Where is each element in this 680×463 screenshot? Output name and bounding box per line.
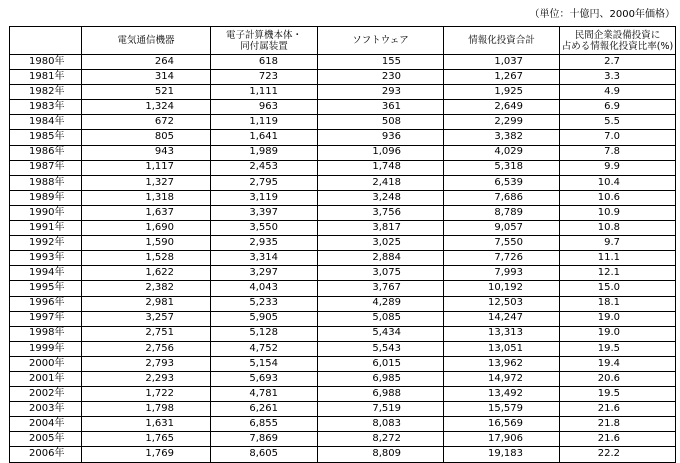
cell-year: 1985年 xyxy=(10,130,82,145)
cell-software: 3,756 xyxy=(318,205,444,220)
table-row xyxy=(10,236,676,251)
cell-computers: 5,693 xyxy=(211,371,318,386)
cell-telecom-equipment: 1,590 xyxy=(82,236,211,251)
cell-it-investment-ratio: 11.1 xyxy=(560,251,676,266)
cell-computers: 4,752 xyxy=(211,341,318,356)
cell-total-it-investment: 13,313 xyxy=(444,326,560,341)
cell-it-investment-ratio: 6.9 xyxy=(560,100,676,115)
cell-total-it-investment: 7,686 xyxy=(444,190,560,205)
cell-telecom-equipment: 805 xyxy=(82,130,211,145)
cell-year: 2005年 xyxy=(10,432,82,447)
cell-computers: 1,119 xyxy=(211,115,318,130)
cell-it-investment-ratio: 21.8 xyxy=(560,417,676,432)
table-row xyxy=(10,432,676,447)
cell-total-it-investment: 19,183 xyxy=(444,447,560,462)
table-row xyxy=(10,85,676,100)
cell-computers: 4,781 xyxy=(211,387,318,402)
header-total-it-investment: 情報化投資合計 xyxy=(444,27,560,55)
table-row xyxy=(10,190,676,205)
cell-it-investment-ratio: 20.6 xyxy=(560,371,676,386)
table-row xyxy=(10,266,676,281)
cell-software: 155 xyxy=(318,55,444,70)
cell-telecom-equipment: 1,528 xyxy=(82,251,211,266)
cell-total-it-investment: 14,247 xyxy=(444,311,560,326)
cell-it-investment-ratio: 2.7 xyxy=(560,55,676,70)
cell-year: 1991年 xyxy=(10,221,82,236)
cell-telecom-equipment: 2,382 xyxy=(82,281,211,296)
cell-it-investment-ratio: 7.8 xyxy=(560,145,676,160)
cell-total-it-investment: 10,192 xyxy=(444,281,560,296)
table-row xyxy=(10,251,676,266)
cell-telecom-equipment: 1,327 xyxy=(82,175,211,190)
cell-telecom-equipment: 1,637 xyxy=(82,205,211,220)
cell-year: 1997年 xyxy=(10,311,82,326)
cell-computers: 5,905 xyxy=(211,311,318,326)
cell-total-it-investment: 17,906 xyxy=(444,432,560,447)
cell-telecom-equipment: 1,765 xyxy=(82,432,211,447)
cell-computers: 3,397 xyxy=(211,205,318,220)
cell-computers: 5,233 xyxy=(211,296,318,311)
cell-telecom-equipment: 943 xyxy=(82,145,211,160)
cell-it-investment-ratio: 9.7 xyxy=(560,236,676,251)
cell-computers: 5,128 xyxy=(211,326,318,341)
cell-software: 6,985 xyxy=(318,371,444,386)
header-year xyxy=(10,27,82,55)
header-computers: 電子計算機本体・ 同付属装置 xyxy=(211,27,318,55)
cell-software: 2,418 xyxy=(318,175,444,190)
table-header xyxy=(10,27,676,55)
cell-it-investment-ratio: 10.4 xyxy=(560,175,676,190)
header-row xyxy=(10,27,676,55)
table-row xyxy=(10,130,676,145)
cell-computers: 6,855 xyxy=(211,417,318,432)
cell-software: 3,767 xyxy=(318,281,444,296)
header-it-investment-ratio: 民間企業設備投資に 占める情報化投資比率(%) xyxy=(560,27,676,55)
cell-computers: 1,111 xyxy=(211,85,318,100)
cell-year: 1992年 xyxy=(10,236,82,251)
cell-telecom-equipment: 2,793 xyxy=(82,356,211,371)
cell-telecom-equipment: 1,117 xyxy=(82,160,211,175)
cell-year: 1994年 xyxy=(10,266,82,281)
cell-software: 3,248 xyxy=(318,190,444,205)
cell-year: 2001年 xyxy=(10,371,82,386)
cell-year: 2006年 xyxy=(10,447,82,462)
cell-total-it-investment: 1,037 xyxy=(444,55,560,70)
cell-software: 6,988 xyxy=(318,387,444,402)
cell-it-investment-ratio: 19.4 xyxy=(560,356,676,371)
table-row xyxy=(10,296,676,311)
cell-it-investment-ratio: 4.9 xyxy=(560,85,676,100)
cell-total-it-investment: 4,029 xyxy=(444,145,560,160)
cell-computers: 3,119 xyxy=(211,190,318,205)
cell-total-it-investment: 9,057 xyxy=(444,221,560,236)
table-row xyxy=(10,311,676,326)
table-row xyxy=(10,221,676,236)
cell-telecom-equipment: 3,257 xyxy=(82,311,211,326)
cell-total-it-investment: 15,579 xyxy=(444,402,560,417)
cell-total-it-investment: 13,051 xyxy=(444,341,560,356)
cell-computers: 2,795 xyxy=(211,175,318,190)
cell-it-investment-ratio: 19.0 xyxy=(560,326,676,341)
cell-computers: 6,261 xyxy=(211,402,318,417)
cell-total-it-investment: 3,382 xyxy=(444,130,560,145)
cell-it-investment-ratio: 3.3 xyxy=(560,70,676,85)
table-row xyxy=(10,341,676,356)
cell-telecom-equipment: 2,756 xyxy=(82,341,211,356)
table-row xyxy=(10,281,676,296)
cell-year: 1982年 xyxy=(10,85,82,100)
table-row xyxy=(10,115,676,130)
cell-telecom-equipment: 1,318 xyxy=(82,190,211,205)
cell-software: 8,272 xyxy=(318,432,444,447)
cell-software: 508 xyxy=(318,115,444,130)
cell-year: 1990年 xyxy=(10,205,82,220)
header-telecom-equipment: 電気通信機器 xyxy=(82,27,211,55)
cell-total-it-investment: 13,492 xyxy=(444,387,560,402)
cell-total-it-investment: 12,503 xyxy=(444,296,560,311)
cell-telecom-equipment: 2,751 xyxy=(82,326,211,341)
cell-software: 3,075 xyxy=(318,266,444,281)
cell-telecom-equipment: 672 xyxy=(82,115,211,130)
cell-it-investment-ratio: 10.9 xyxy=(560,205,676,220)
cell-software: 361 xyxy=(318,100,444,115)
cell-it-investment-ratio: 10.6 xyxy=(560,190,676,205)
cell-computers: 3,314 xyxy=(211,251,318,266)
cell-computers: 2,453 xyxy=(211,160,318,175)
cell-total-it-investment: 7,993 xyxy=(444,266,560,281)
cell-it-investment-ratio: 19.5 xyxy=(560,341,676,356)
cell-telecom-equipment: 314 xyxy=(82,70,211,85)
cell-computers: 963 xyxy=(211,100,318,115)
cell-computers: 3,297 xyxy=(211,266,318,281)
cell-computers: 2,935 xyxy=(211,236,318,251)
cell-it-investment-ratio: 9.9 xyxy=(560,160,676,175)
cell-it-investment-ratio: 21.6 xyxy=(560,432,676,447)
cell-year: 1996年 xyxy=(10,296,82,311)
cell-year: 1989年 xyxy=(10,190,82,205)
table-row xyxy=(10,387,676,402)
table-row xyxy=(10,145,676,160)
cell-it-investment-ratio: 22.2 xyxy=(560,447,676,462)
cell-it-investment-ratio: 19.5 xyxy=(560,387,676,402)
cell-software: 8,809 xyxy=(318,447,444,462)
table-row xyxy=(10,356,676,371)
cell-computers: 618 xyxy=(211,55,318,70)
cell-year: 2002年 xyxy=(10,387,82,402)
cell-software: 1,748 xyxy=(318,160,444,175)
cell-it-investment-ratio: 21.6 xyxy=(560,402,676,417)
cell-year: 1998年 xyxy=(10,326,82,341)
table-row xyxy=(10,55,676,70)
cell-software: 5,543 xyxy=(318,341,444,356)
cell-computers: 5,154 xyxy=(211,356,318,371)
cell-telecom-equipment: 1,324 xyxy=(82,100,211,115)
cell-year: 2003年 xyxy=(10,402,82,417)
cell-total-it-investment: 2,649 xyxy=(444,100,560,115)
cell-total-it-investment: 2,299 xyxy=(444,115,560,130)
table-row xyxy=(10,402,676,417)
cell-software: 5,434 xyxy=(318,326,444,341)
cell-year: 1995年 xyxy=(10,281,82,296)
cell-software: 6,015 xyxy=(318,356,444,371)
table-row xyxy=(10,100,676,115)
cell-year: 1983年 xyxy=(10,100,82,115)
cell-software: 5,085 xyxy=(318,311,444,326)
cell-software: 936 xyxy=(318,130,444,145)
cell-computers: 723 xyxy=(211,70,318,85)
cell-computers: 1,989 xyxy=(211,145,318,160)
table-row xyxy=(10,175,676,190)
table-row xyxy=(10,70,676,85)
cell-software: 7,519 xyxy=(318,402,444,417)
cell-total-it-investment: 7,550 xyxy=(444,236,560,251)
cell-total-it-investment: 1,267 xyxy=(444,70,560,85)
cell-software: 8,083 xyxy=(318,417,444,432)
cell-year: 1981年 xyxy=(10,70,82,85)
cell-software: 1,096 xyxy=(318,145,444,160)
cell-it-investment-ratio: 18.1 xyxy=(560,296,676,311)
cell-telecom-equipment: 1,798 xyxy=(82,402,211,417)
cell-it-investment-ratio: 5.5 xyxy=(560,115,676,130)
cell-telecom-equipment: 2,293 xyxy=(82,371,211,386)
table-row xyxy=(10,160,676,175)
cell-it-investment-ratio: 10.8 xyxy=(560,221,676,236)
cell-year: 1988年 xyxy=(10,175,82,190)
cell-year: 1999年 xyxy=(10,341,82,356)
cell-year: 2000年 xyxy=(10,356,82,371)
data-table xyxy=(9,26,676,463)
cell-telecom-equipment: 1,622 xyxy=(82,266,211,281)
cell-software: 3,025 xyxy=(318,236,444,251)
cell-total-it-investment: 8,789 xyxy=(444,205,560,220)
cell-total-it-investment: 14,972 xyxy=(444,371,560,386)
cell-total-it-investment: 13,962 xyxy=(444,356,560,371)
cell-year: 1987年 xyxy=(10,160,82,175)
cell-software: 293 xyxy=(318,85,444,100)
unit-note: （単位：十億円、2000年価格） xyxy=(529,9,675,20)
header-software: ソフトウェア xyxy=(318,27,444,55)
cell-telecom-equipment: 2,981 xyxy=(82,296,211,311)
cell-computers: 1,641 xyxy=(211,130,318,145)
cell-year: 2004年 xyxy=(10,417,82,432)
cell-total-it-investment: 1,925 xyxy=(444,85,560,100)
table-row xyxy=(10,205,676,220)
cell-computers: 4,043 xyxy=(211,281,318,296)
cell-year: 1993年 xyxy=(10,251,82,266)
table-row xyxy=(10,371,676,386)
cell-it-investment-ratio: 12.1 xyxy=(560,266,676,281)
table-body xyxy=(10,55,676,463)
cell-total-it-investment: 6,539 xyxy=(444,175,560,190)
cell-it-investment-ratio: 15.0 xyxy=(560,281,676,296)
cell-total-it-investment: 5,318 xyxy=(444,160,560,175)
cell-computers: 8,605 xyxy=(211,447,318,462)
cell-year: 1986年 xyxy=(10,145,82,160)
cell-software: 230 xyxy=(318,70,444,85)
cell-software: 2,884 xyxy=(318,251,444,266)
table-row xyxy=(10,417,676,432)
cell-computers: 7,869 xyxy=(211,432,318,447)
cell-telecom-equipment: 1,690 xyxy=(82,221,211,236)
cell-year: 1984年 xyxy=(10,115,82,130)
cell-telecom-equipment: 521 xyxy=(82,85,211,100)
table-row xyxy=(10,447,676,462)
cell-telecom-equipment: 1,769 xyxy=(82,447,211,462)
cell-it-investment-ratio: 19.0 xyxy=(560,311,676,326)
cell-year: 1980年 xyxy=(10,55,82,70)
table-row xyxy=(10,326,676,341)
cell-software: 4,289 xyxy=(318,296,444,311)
cell-computers: 3,550 xyxy=(211,221,318,236)
cell-software: 3,817 xyxy=(318,221,444,236)
cell-telecom-equipment: 1,722 xyxy=(82,387,211,402)
cell-total-it-investment: 7,726 xyxy=(444,251,560,266)
cell-telecom-equipment: 1,631 xyxy=(82,417,211,432)
cell-it-investment-ratio: 7.0 xyxy=(560,130,676,145)
cell-total-it-investment: 16,569 xyxy=(444,417,560,432)
cell-telecom-equipment: 264 xyxy=(82,55,211,70)
